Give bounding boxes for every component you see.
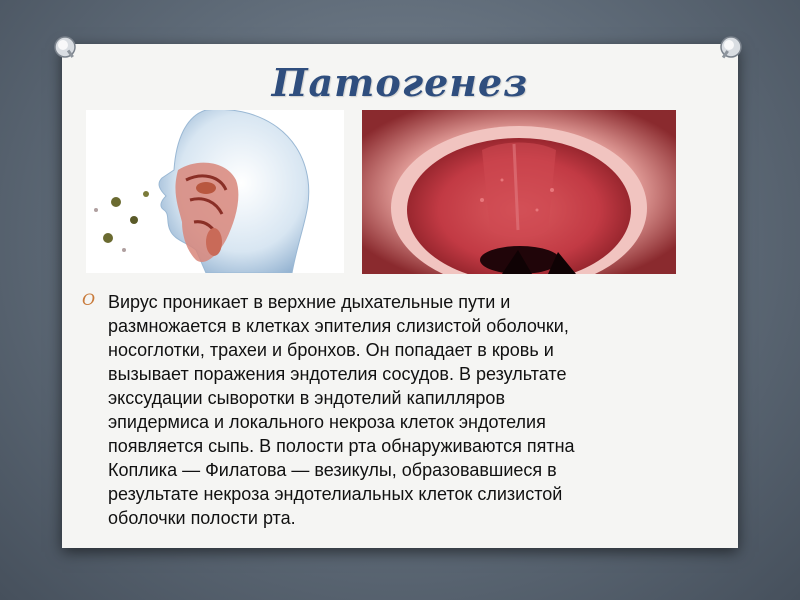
- pushpin-icon: [52, 34, 78, 60]
- throat-photo: [362, 110, 676, 274]
- slide-title: Патогенез: [271, 60, 529, 105]
- body-paragraph: Вирус проникает в верхние дыхательные пути и размножается в клетках эпителия слизистой оболочки, носоглотки, трахеи и бронхов. Он попадает в кровь и вызывает поражения эндотелия сосудов. В результате экссудации сыворотки в эндотелий капилляров эпидермиса и локального некроза клеток эндотелия появляется сыпь. В полости рта обнаруживаются пятна Коплика — Филатова — везикулы, образовавшиеся в результате некроза эндотелиальных клеток слизистой оболочки полости рта.: [108, 292, 575, 528]
- pushpin-icon: [718, 34, 744, 60]
- head-cross-section-image: [86, 110, 344, 273]
- bullet-marker: O: [82, 290, 96, 309]
